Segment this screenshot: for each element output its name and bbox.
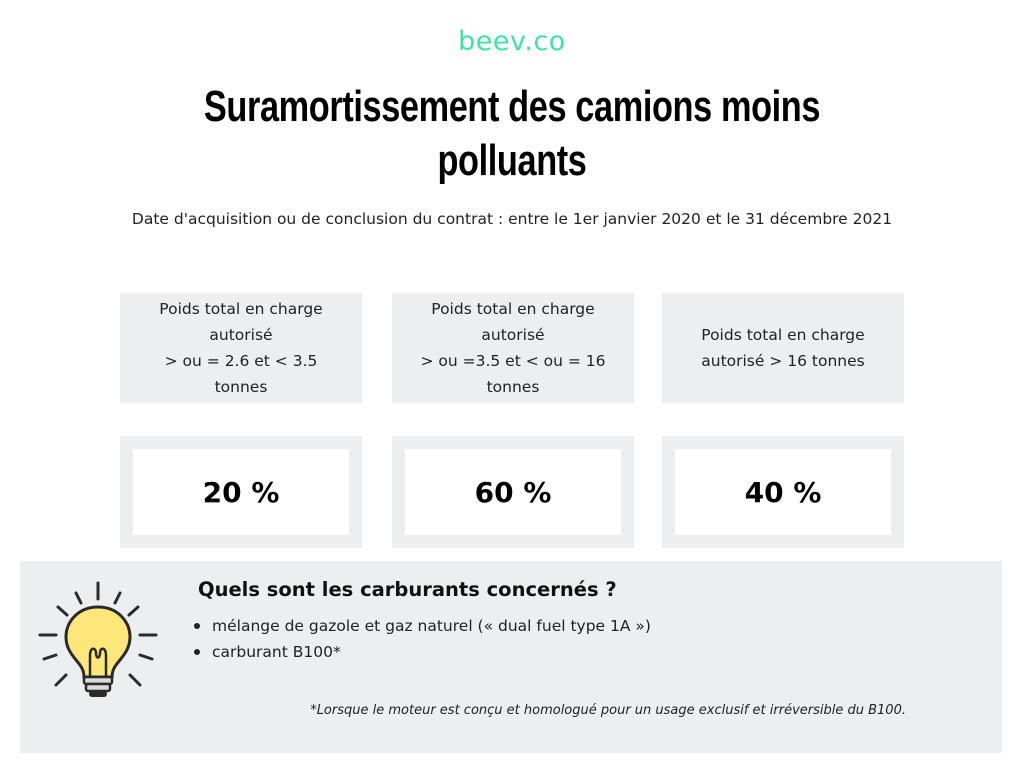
rate-value: 20 % — [202, 475, 280, 509]
category-card-3 — [662, 293, 904, 403]
page-title: Suramortissement des camions moins polluants — [203, 82, 821, 185]
fuels-title: Quels sont les carburants concernés ? — [198, 578, 617, 601]
category-card-1 — [120, 293, 362, 403]
lightbulb-icon — [34, 577, 164, 711]
rate-card-1 — [120, 436, 362, 548]
rate-card-2 — [392, 436, 634, 548]
category-label: Poids total en charge autorisé > 16 tonnes — [701, 326, 865, 370]
list-item: mélange de gazole et gaz naturel (« dual fuel type 1A ») — [190, 613, 651, 639]
fuels-list — [190, 613, 651, 665]
brand-logo: beev.co — [458, 26, 566, 57]
rate-card-3 — [662, 436, 904, 548]
category-card-2 — [392, 293, 634, 403]
rate-value: 60 % — [474, 475, 552, 509]
fuels-panel — [20, 561, 1002, 753]
list-item: carburant B100* — [190, 639, 651, 665]
category-label: Poids total en charge autorisé > ou =3.5 et < ou = 16 tonnes — [420, 300, 606, 396]
rate-value: 40 % — [744, 475, 822, 509]
footnote: *Lorsque le moteur est conçu et homologué pour un usage exclusif et irréversible du B100. — [310, 703, 906, 718]
date-range-subtitle: Date d'acquisition ou de conclusion du contrat : entre le 1er janvier 2020 et le 31 décembre 2021 — [131, 210, 893, 228]
category-label: Poids total en charge autorisé > ou = 2.6 et < 3.5 tonnes — [159, 300, 323, 396]
